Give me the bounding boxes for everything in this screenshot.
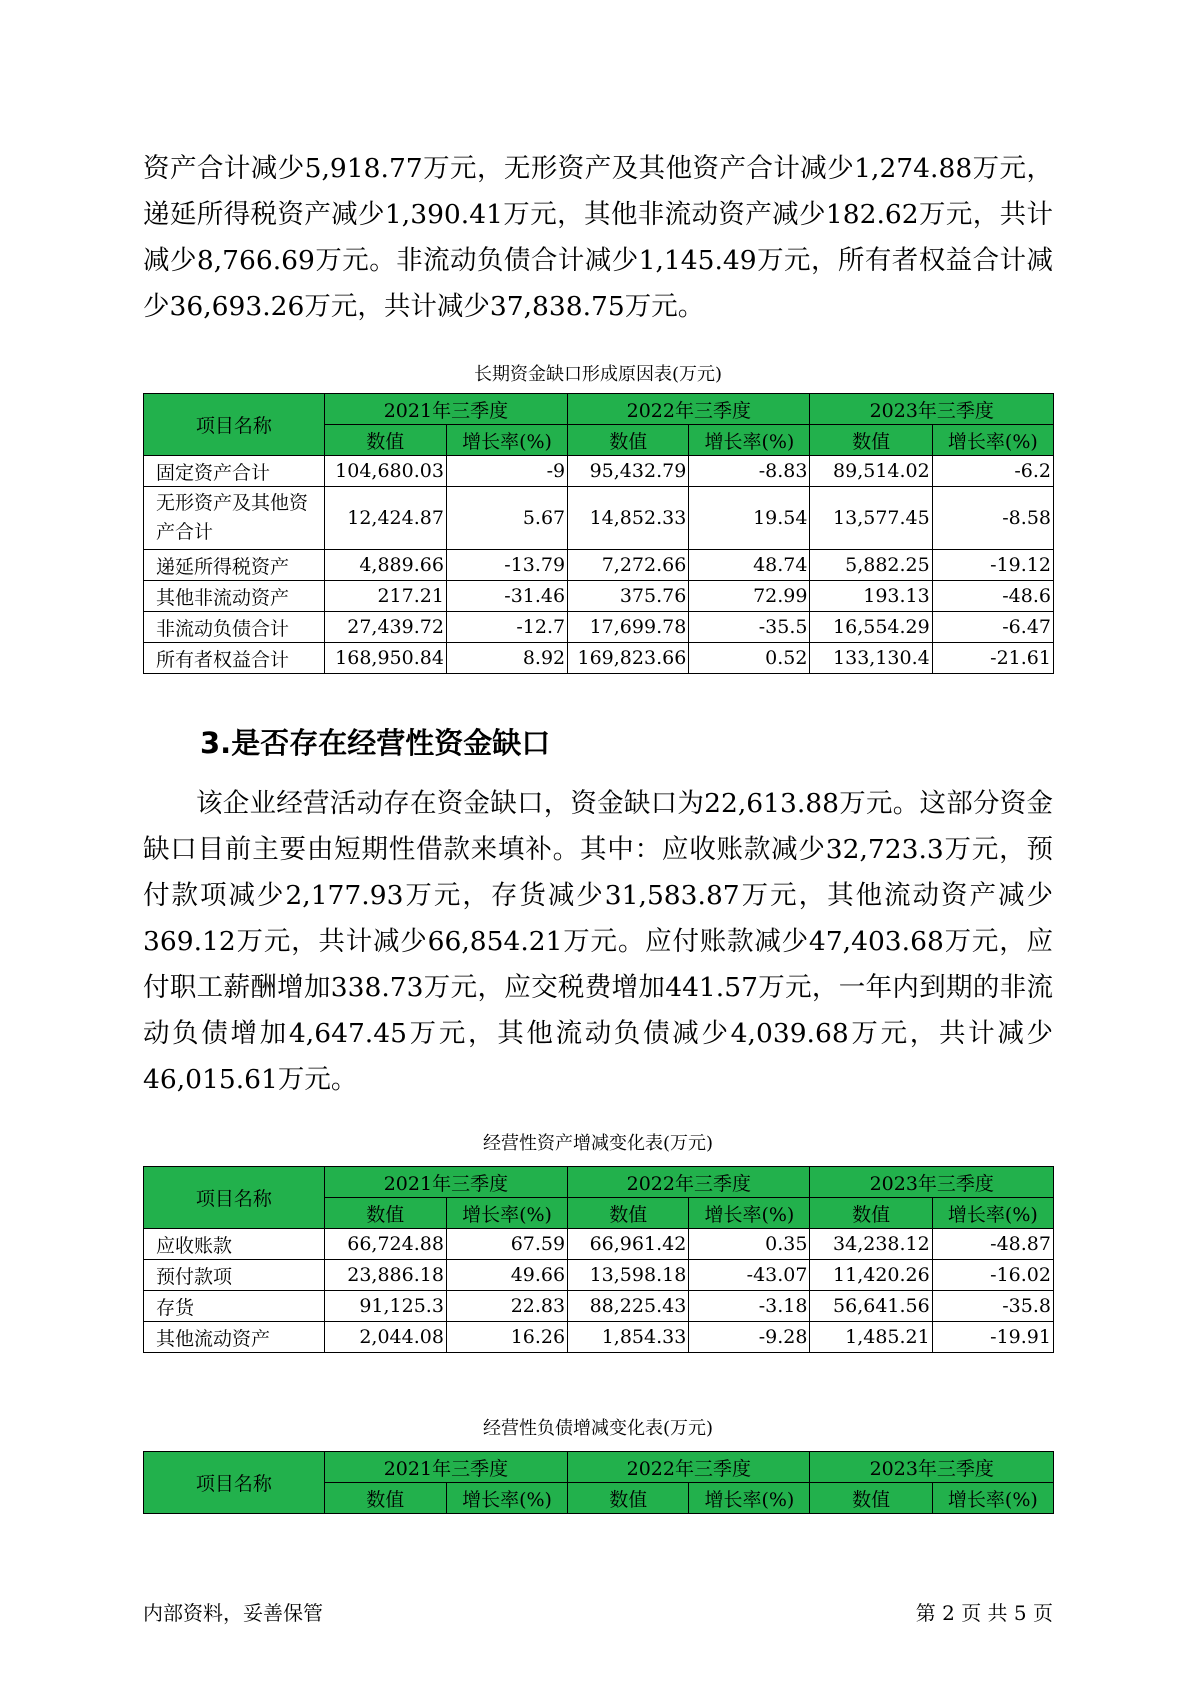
cell: 66,724.88 bbox=[324, 1229, 446, 1260]
table-row bbox=[144, 550, 1054, 581]
header-value: 数值 bbox=[810, 1483, 932, 1514]
footer-confidential-note: 内部资料，妥善保管 bbox=[143, 1601, 323, 1625]
cell: 89,514.02 bbox=[810, 456, 932, 487]
row-label: 所有者权益合计 bbox=[144, 643, 325, 674]
cell: 2,044.08 bbox=[324, 1322, 446, 1353]
header-growth: 增长率(%) bbox=[446, 1198, 567, 1229]
cell: 14,852.33 bbox=[568, 487, 689, 550]
header-year-2023: 2023年三季度 bbox=[810, 1452, 1054, 1483]
cell: 375.76 bbox=[568, 581, 689, 612]
table-row bbox=[144, 1291, 1054, 1322]
row-label: 存货 bbox=[144, 1291, 325, 1322]
header-year-2023: 2023年三季度 bbox=[810, 1167, 1054, 1198]
header-value: 数值 bbox=[324, 1198, 446, 1229]
paragraph-continued: 资产合计减少5,918.77万元，无形资产及其他资产合计减少1,274.88万元，递延所得税资产减少1,390.41万元，其他非流动资产减少182.62万元，共计减少8,766.69万元。非流动负债合计减少1,145.49万元，所有者权益合计减少36,693.26万元，共计减少37,838.75万元。 bbox=[143, 153, 1053, 322]
cell: 11,420.26 bbox=[810, 1260, 932, 1291]
cell: -6.2 bbox=[932, 456, 1053, 487]
header-growth: 增长率(%) bbox=[932, 425, 1053, 456]
cell: 67.59 bbox=[446, 1229, 567, 1260]
operating-assets-table bbox=[143, 1166, 1054, 1353]
cell: -9.28 bbox=[689, 1322, 810, 1353]
cell: 13,598.18 bbox=[568, 1260, 689, 1291]
header-year-2022: 2022年三季度 bbox=[568, 1452, 810, 1483]
cell: -16.02 bbox=[932, 1260, 1053, 1291]
cell: 56,641.56 bbox=[810, 1291, 932, 1322]
paragraph-operating-gap: 该企业经营活动存在资金缺口，资金缺口为22,613.88万元。这部分资金缺口目前主要由短期性借款来填补。其中：应收账款减少32,723.3万元，预付款项减少2,177.93万元，存货减少31,583.87万元，其他流动资产减少369.12万元，共计减少66,854.21万元。应付账款减少47,403.68万元，应付职工薪酬增加338.73万元，应交税费增加441.57万元，一年内到期的非流动负债增加4,647.45万元，其他流动负债减少4,039.68万元，共计减少46,015.61万元。 bbox=[143, 788, 1053, 1095]
cell: -48.6 bbox=[932, 581, 1053, 612]
cell: 88,225.43 bbox=[568, 1291, 689, 1322]
cell: 104,680.03 bbox=[324, 456, 446, 487]
table-2-caption: 经营性资产增减变化表(万元) bbox=[482, 1133, 714, 1154]
table-row bbox=[144, 581, 1054, 612]
header-item-name: 项目名称 bbox=[144, 394, 325, 456]
header-year-2021: 2021年三季度 bbox=[324, 394, 567, 425]
table-1-caption: 长期资金缺口形成原因表(万元) bbox=[473, 364, 723, 385]
cell: 5,882.25 bbox=[810, 550, 932, 581]
cell: -12.7 bbox=[446, 612, 567, 643]
row-label: 递延所得税资产 bbox=[144, 550, 325, 581]
cell: -35.5 bbox=[689, 612, 810, 643]
table-row bbox=[144, 1322, 1054, 1353]
cell: 17,699.78 bbox=[568, 612, 689, 643]
header-growth: 增长率(%) bbox=[446, 425, 567, 456]
cell: 193.13 bbox=[810, 581, 932, 612]
cell: 0.52 bbox=[689, 643, 810, 674]
table-row bbox=[144, 1229, 1054, 1260]
cell: 16,554.29 bbox=[810, 612, 932, 643]
header-growth: 增长率(%) bbox=[689, 1198, 810, 1229]
header-year-2022: 2022年三季度 bbox=[568, 394, 810, 425]
cell: -19.12 bbox=[932, 550, 1053, 581]
cell: 169,823.66 bbox=[568, 643, 689, 674]
header-value: 数值 bbox=[324, 1483, 446, 1514]
row-label: 应收账款 bbox=[144, 1229, 325, 1260]
header-value: 数值 bbox=[568, 1483, 689, 1514]
cell: -3.18 bbox=[689, 1291, 810, 1322]
header-growth: 增长率(%) bbox=[689, 1483, 810, 1514]
header-item-name: 项目名称 bbox=[144, 1452, 325, 1514]
cell: 8.92 bbox=[446, 643, 567, 674]
cell: 22.83 bbox=[446, 1291, 567, 1322]
table-row bbox=[144, 1260, 1054, 1291]
row-label: 固定资产合计 bbox=[144, 456, 325, 487]
cell: -9 bbox=[446, 456, 567, 487]
cell: -19.91 bbox=[932, 1322, 1053, 1353]
long-term-funding-gap-table bbox=[143, 393, 1054, 674]
cell: 16.26 bbox=[446, 1322, 567, 1353]
table-3-caption: 经营性负债增减变化表(万元) bbox=[482, 1418, 714, 1439]
header-year-2022: 2022年三季度 bbox=[568, 1167, 810, 1198]
operating-liabilities-table bbox=[143, 1451, 1054, 1514]
cell: -6.47 bbox=[932, 612, 1053, 643]
header-year-2021: 2021年三季度 bbox=[324, 1452, 567, 1483]
cell: 13,577.45 bbox=[810, 487, 932, 550]
header-growth: 增长率(%) bbox=[446, 1483, 567, 1514]
cell: 27,439.72 bbox=[324, 612, 446, 643]
header-item-name: 项目名称 bbox=[144, 1167, 325, 1229]
footer-page-number: 第 2 页 共 5 页 bbox=[915, 1601, 1053, 1625]
cell: -8.83 bbox=[689, 456, 810, 487]
header-growth: 增长率(%) bbox=[689, 425, 810, 456]
cell: 48.74 bbox=[689, 550, 810, 581]
row-label: 预付款项 bbox=[144, 1260, 325, 1291]
cell: 23,886.18 bbox=[324, 1260, 446, 1291]
cell: -35.8 bbox=[932, 1291, 1053, 1322]
cell: -8.58 bbox=[932, 487, 1053, 550]
cell: -43.07 bbox=[689, 1260, 810, 1291]
cell: -48.87 bbox=[932, 1229, 1053, 1260]
cell: 72.99 bbox=[689, 581, 810, 612]
cell: 1,854.33 bbox=[568, 1322, 689, 1353]
header-value: 数值 bbox=[810, 425, 932, 456]
cell: -31.46 bbox=[446, 581, 567, 612]
row-label: 其他非流动资产 bbox=[144, 581, 325, 612]
cell: 4,889.66 bbox=[324, 550, 446, 581]
table-row bbox=[144, 456, 1054, 487]
header-value: 数值 bbox=[568, 1198, 689, 1229]
header-value: 数值 bbox=[810, 1198, 932, 1229]
cell: 133,130.4 bbox=[810, 643, 932, 674]
row-label: 其他流动资产 bbox=[144, 1322, 325, 1353]
header-year-2023: 2023年三季度 bbox=[810, 394, 1054, 425]
cell: 217.21 bbox=[324, 581, 446, 612]
table-row bbox=[144, 612, 1054, 643]
cell: 95,432.79 bbox=[568, 456, 689, 487]
cell: -13.79 bbox=[446, 550, 567, 581]
cell: 49.66 bbox=[446, 1260, 567, 1291]
header-growth: 增长率(%) bbox=[932, 1483, 1053, 1514]
header-growth: 增长率(%) bbox=[932, 1198, 1053, 1229]
cell: 34,238.12 bbox=[810, 1229, 932, 1260]
cell: 91,125.3 bbox=[324, 1291, 446, 1322]
header-value: 数值 bbox=[324, 425, 446, 456]
cell: 66,961.42 bbox=[568, 1229, 689, 1260]
section-heading: 3.是否存在经营性资金缺口 bbox=[200, 726, 551, 760]
row-label: 非流动负债合计 bbox=[144, 612, 325, 643]
cell: 1,485.21 bbox=[810, 1322, 932, 1353]
header-year-2021: 2021年三季度 bbox=[324, 1167, 567, 1198]
table-row bbox=[144, 643, 1054, 674]
cell: 168,950.84 bbox=[324, 643, 446, 674]
cell: 5.67 bbox=[446, 487, 567, 550]
cell: 12,424.87 bbox=[324, 487, 446, 550]
row-label: 无形资产及其他资产合计 bbox=[144, 487, 325, 550]
cell: 0.35 bbox=[689, 1229, 810, 1260]
cell: 7,272.66 bbox=[568, 550, 689, 581]
table-row bbox=[144, 487, 1054, 550]
cell: 19.54 bbox=[689, 487, 810, 550]
header-value: 数值 bbox=[568, 425, 689, 456]
cell: -21.61 bbox=[932, 643, 1053, 674]
